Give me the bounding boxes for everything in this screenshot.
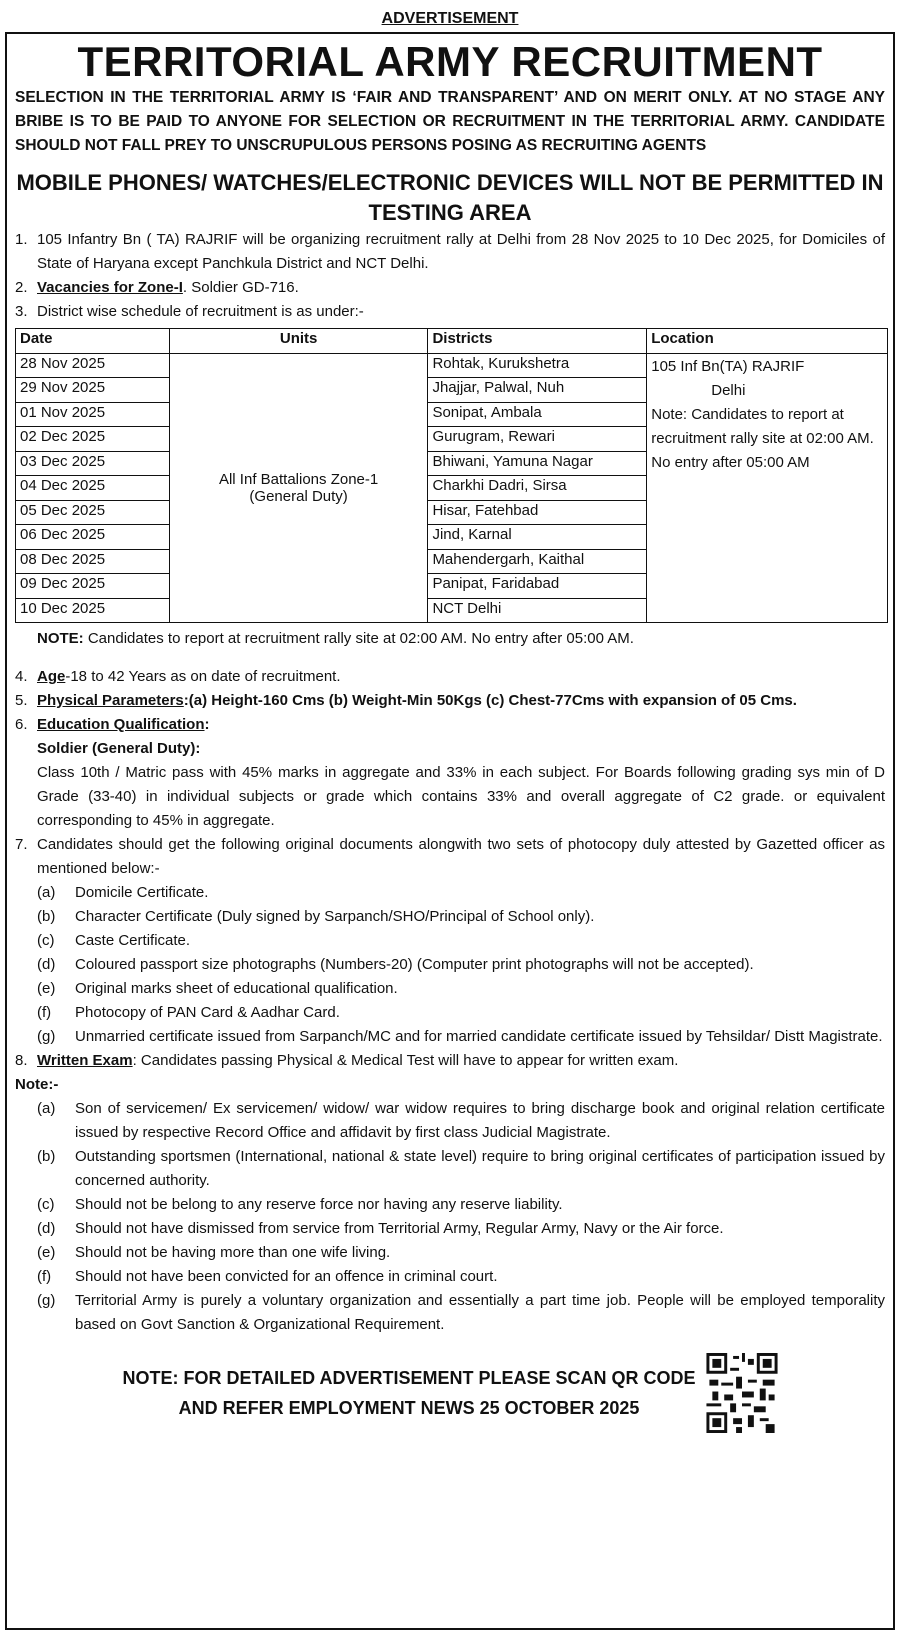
item-5: [15, 689, 885, 713]
sub-item: [15, 929, 885, 953]
item-heading: Written Exam: [37, 1052, 133, 1069]
item-number: 2.: [15, 279, 28, 296]
sub-item-text: Domicile Certificate.: [75, 884, 209, 901]
item-3: [15, 300, 885, 324]
sub-item: [15, 1217, 885, 1241]
footer-line-2: AND REFER EMPLOYMENT NEWS 25 OCTOBER 2025: [178, 1398, 640, 1418]
table-note-text: Candidates to report at recruitment rally site at 02:00 AM. No entry after 05:00 AM.: [87, 630, 634, 647]
item-heading: Age: [37, 668, 66, 685]
sub-item: [15, 1001, 885, 1025]
sub-item-letter: (b): [37, 1148, 56, 1165]
sub-item: [15, 953, 885, 977]
item-text: :(a) Height-160 Cms (b) Weight-Min 50Kgs (c) Chest-77Cms with expansion of 05 Cms.: [183, 692, 797, 709]
item-number: 7.: [15, 836, 28, 853]
sub-item-text: Coloured passport size photographs (Numbers-20) (Computer print photographs will not be accepted).: [75, 956, 754, 973]
footer: [15, 1353, 885, 1433]
item-2: [15, 276, 885, 300]
date-cell: 08 Dec 2025: [16, 549, 170, 574]
sub-item-letter: (f): [37, 1268, 52, 1285]
advertisement-label: ADVERTISEMENT: [381, 10, 519, 27]
district-cell: Hisar, Fatehbad: [428, 500, 647, 525]
date-cell: 06 Dec 2025: [16, 525, 170, 550]
item-number: 5.: [15, 692, 28, 709]
table-note: [15, 627, 885, 651]
item-1: [15, 228, 885, 276]
item-heading: Vacancies for Zone-I: [37, 279, 183, 296]
notes-label: Note:-: [15, 1076, 59, 1093]
sub-item-letter: (c): [37, 1196, 55, 1213]
district-cell: NCT Delhi: [428, 598, 647, 623]
date-cell: 02 Dec 2025: [16, 427, 170, 452]
sub-item-letter: (c): [37, 932, 55, 949]
header-date: Date: [16, 329, 170, 354]
item-number: 3.: [15, 303, 28, 320]
item-text: -18 to 42 Years as on date of recruitment.: [65, 668, 341, 685]
district-cell: Gurugram, Rewari: [428, 427, 647, 452]
item-number: 4.: [15, 668, 28, 685]
district-cell: Bhiwani, Yamuna Nagar: [428, 451, 647, 476]
sub-item: [15, 1097, 885, 1145]
mobile-notice: MOBILE PHONES/ WATCHES/ELECTRONIC DEVICES WILL NOT BE PERMITTED IN TESTING AREA: [16, 170, 884, 225]
item-subheading: Soldier (General Duty):: [37, 740, 201, 757]
location-unit: 105 Inf Bn(TA) RAJRIF: [651, 357, 805, 375]
item-number: 8.: [15, 1052, 28, 1069]
sub-item-text: Photocopy of PAN Card & Aadhar Card.: [75, 1004, 340, 1021]
item-text: : Candidates passing Physical & Medical Test will have to appear for written exam.: [132, 1052, 679, 1069]
item-number: 1.: [15, 231, 28, 248]
item-text: . Soldier GD-716.: [182, 279, 299, 296]
sub-item: [15, 1025, 885, 1049]
sub-item: [15, 977, 885, 1001]
sub-item: [15, 1289, 885, 1337]
item-6: [15, 713, 885, 833]
item-7: [15, 833, 885, 881]
sub-item-letter: (f): [37, 1004, 52, 1021]
units-cell: [169, 353, 428, 623]
sub-item-text: Original marks sheet of educational qualification.: [75, 980, 398, 997]
item-8: [15, 1049, 885, 1073]
units-line: (General Duty): [249, 487, 348, 505]
item-text: District wise schedule of recruitment is as under:-: [37, 303, 364, 320]
location-note: Note: Candidates to report at recruitment rally site at 02:00 AM. No entry after 05:00 AM: [651, 405, 874, 471]
sub-item-text: Should not have been convicted for an offence in criminal court.: [75, 1268, 498, 1285]
sub-item-text: Unmarried certificate issued from Sarpanch/MC and for married candidate certificate issued by Tehsildar/ Distt Magistrate.: [75, 1028, 883, 1045]
units-line: All Inf Battalions Zone-1: [218, 470, 379, 488]
item-text: 105 Infantry Bn ( TA) RAJRIF will be organizing recruitment rally at Delhi from 28 Nov 2025 to 10 Dec 2025, for Domiciles of State of Haryana except Panchkula District and NCT Delhi.: [37, 231, 885, 272]
district-cell: Jind, Karnal: [428, 525, 647, 550]
sub-item-letter: (d): [37, 1220, 56, 1237]
item-heading: Education Qualification: [37, 716, 205, 733]
sub-item-text: Should not have dismissed from service from Territorial Army, Regular Army, Navy or the Air force.: [75, 1220, 724, 1237]
item-heading: Physical Parameters: [37, 692, 184, 709]
page-title: TERRITORIAL ARMY RECRUITMENT: [77, 38, 823, 85]
sub-item-letter: (e): [37, 980, 56, 997]
date-cell: 05 Dec 2025: [16, 500, 170, 525]
item-number: 6.: [15, 716, 28, 733]
district-cell: Rohtak, Kurukshetra: [428, 353, 647, 378]
location-cell: [647, 353, 888, 623]
sub-item-letter: (d): [37, 956, 56, 973]
sub-item-letter: (a): [37, 884, 56, 901]
header-units: Units: [169, 329, 428, 354]
sub-item: [15, 1265, 885, 1289]
qr-code-icon[interactable]: [706, 1353, 778, 1433]
table-note-label: NOTE:: [37, 630, 84, 647]
district-cell: Charkhi Dadri, Sirsa: [428, 476, 647, 501]
item-text: Class 10th / Matric pass with 45% marks in aggregate and 33% in each subject. For Boards following grading sys min of D Grade (33-40) in individual subjects or grade which contains 33% and overall aggregate of C2 grade. or equivalent corresponding to 45% in aggregate.: [37, 764, 885, 829]
item-text: Candidates should get the following original documents alongwith two sets of photocopy duly attested by Gazetted officer as mentioned below:-: [37, 836, 885, 877]
sub-item-letter: (e): [37, 1244, 56, 1261]
item-4: [15, 665, 885, 689]
district-cell: Jhajjar, Palwal, Nuh: [428, 378, 647, 403]
sub-item-letter: (b): [37, 908, 56, 925]
sub-item-letter: (g): [37, 1292, 56, 1309]
sub-item-letter: (g): [37, 1028, 56, 1045]
warning-text: SELECTION IN THE TERRITORIAL ARMY IS ‘FAIR AND TRANSPARENT’ AND ON MERIT ONLY. AT NO STAGE ANY BRIBE IS TO BE PAID TO ANYONE FOR SELECTION OR RECRUITMENT IN THE TERRITORIAL ARMY. CANDIDATE SHOULD NOT FALL PREY TO UNSCRUPULOUS PERSONS POSING AS RECRUITING AGENTS: [15, 89, 885, 154]
location-city: Delhi: [711, 381, 746, 399]
date-cell: 29 Nov 2025: [16, 378, 170, 403]
header-location: Location: [647, 329, 888, 354]
sub-item-letter: (a): [37, 1100, 56, 1117]
sub-item: [15, 1241, 885, 1265]
district-cell: Sonipat, Ambala: [428, 402, 647, 427]
item-colon: :: [204, 716, 210, 733]
sub-item-text: Outstanding sportsmen (International, national & state level) require to bring original certificates of participation issued by concerned authority.: [75, 1148, 885, 1189]
header-districts: Districts: [428, 329, 647, 354]
footer-line-1: NOTE: FOR DETAILED ADVERTISEMENT PLEASE SCAN QR CODE: [122, 1368, 696, 1388]
date-cell: 09 Dec 2025: [16, 574, 170, 599]
sub-item: [15, 1145, 885, 1193]
sub-item: [15, 881, 885, 905]
sub-item-text: Should not be having more than one wife living.: [75, 1244, 391, 1261]
date-cell: 01 Nov 2025: [16, 402, 170, 427]
sub-item-text: Son of servicemen/ Ex servicemen/ widow/ war widow requires to bring discharge book and original relation certificate issued by respective Record Office and affidavit by first class Judicial Magistrate.: [75, 1100, 885, 1141]
schedule-table: [15, 328, 888, 623]
district-cell: Panipat, Faridabad: [428, 574, 647, 599]
sub-item-text: Should not be belong to any reserve force nor having any reserve liability.: [75, 1196, 563, 1213]
date-cell: 10 Dec 2025: [16, 598, 170, 623]
date-cell: 28 Nov 2025: [16, 353, 170, 378]
table-row: [16, 353, 888, 378]
sub-item: [15, 1193, 885, 1217]
sub-item: [15, 905, 885, 929]
date-cell: 04 Dec 2025: [16, 476, 170, 501]
sub-item-text: Character Certificate (Duly signed by Sarpanch/SHO/Principal of School only).: [75, 908, 595, 925]
date-cell: 03 Dec 2025: [16, 451, 170, 476]
advertisement-frame: [5, 32, 895, 1630]
sub-item-text: Caste Certificate.: [75, 932, 191, 949]
district-cell: Mahendergarh, Kaithal: [428, 549, 647, 574]
sub-item-text: Territorial Army is purely a voluntary organization and essentially a part time job. People will be employed temporality based on Govt Sanction & Organizational Requirement.: [75, 1292, 885, 1333]
